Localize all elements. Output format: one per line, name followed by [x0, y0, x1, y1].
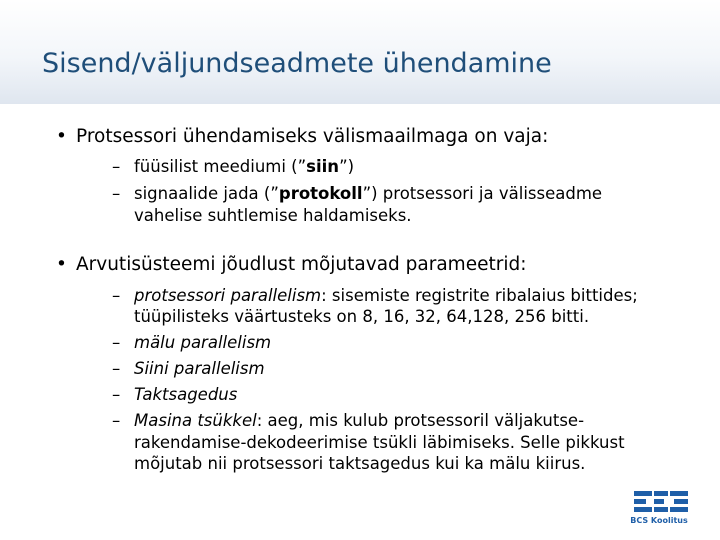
dash-marker: – — [112, 385, 121, 404]
emphasis: protokoll — [278, 184, 363, 203]
dash-marker: – — [112, 286, 121, 305]
sub-bullet-item: – Masina tsükkel: aeg, mis kulub protsessoril väljakutse- — [112, 411, 585, 430]
bullet-item — [56, 254, 527, 275]
italic-term: Siini parallelism — [134, 359, 265, 378]
sub-bullet-continuation: mõjutab nii protsessori taktsagedus kui ka mälu kiirus. — [134, 454, 586, 473]
italic-term: protsessori parallelism — [134, 286, 322, 305]
sub-bullet-item — [112, 384, 238, 405]
dash-marker: – — [112, 184, 121, 203]
bullet-text: Protsessori ühendamiseks välismaailmaga on vaja: — [76, 126, 549, 147]
slide-title: Sisend/väljundseadmete ühendamine — [42, 48, 552, 79]
dash-marker: – — [112, 411, 121, 430]
sub-bullet-item — [112, 358, 265, 379]
dash-marker: – — [112, 333, 121, 352]
sub-bullet-continuation: rakendamise-dekodeerimise tsükli läbimiseks. Selle pikkust — [134, 433, 625, 452]
italic-term: Masina tsükkel — [134, 411, 257, 430]
bullet-item — [56, 126, 549, 147]
dash-marker: – — [112, 359, 121, 378]
sub-bullet-continuation: tüüpilisteks väärtusteks on 8, 16, 32, 64,128, 256 bitti. — [134, 307, 590, 326]
italic-term: mälu parallelism — [134, 333, 272, 352]
sub-bullet-item: – protsessori parallelism: sisemiste registrite ribalaius bittides; — [112, 286, 638, 305]
bullet-text: Arvutisüsteemi jõudlust mõjutavad parameetrid: — [76, 254, 527, 275]
sub-bullet-item: – signaalide jada (”protokoll”) protsessori ja välisseadme — [112, 184, 603, 203]
bullet-marker: • — [56, 126, 67, 147]
sub-bullet-continuation: vahelise suhtlemise haldamiseks. — [134, 206, 412, 225]
logo-caption: BCS Koolitus — [630, 516, 688, 525]
italic-term: Taktsagedus — [134, 385, 238, 404]
sub-bullet-item: – füüsilist meediumi (”siin”) — [112, 157, 355, 176]
dash-marker: – — [112, 157, 121, 176]
sub-bullet-item — [112, 332, 272, 353]
bullet-marker: • — [56, 254, 67, 275]
emphasis: siin — [306, 157, 340, 176]
